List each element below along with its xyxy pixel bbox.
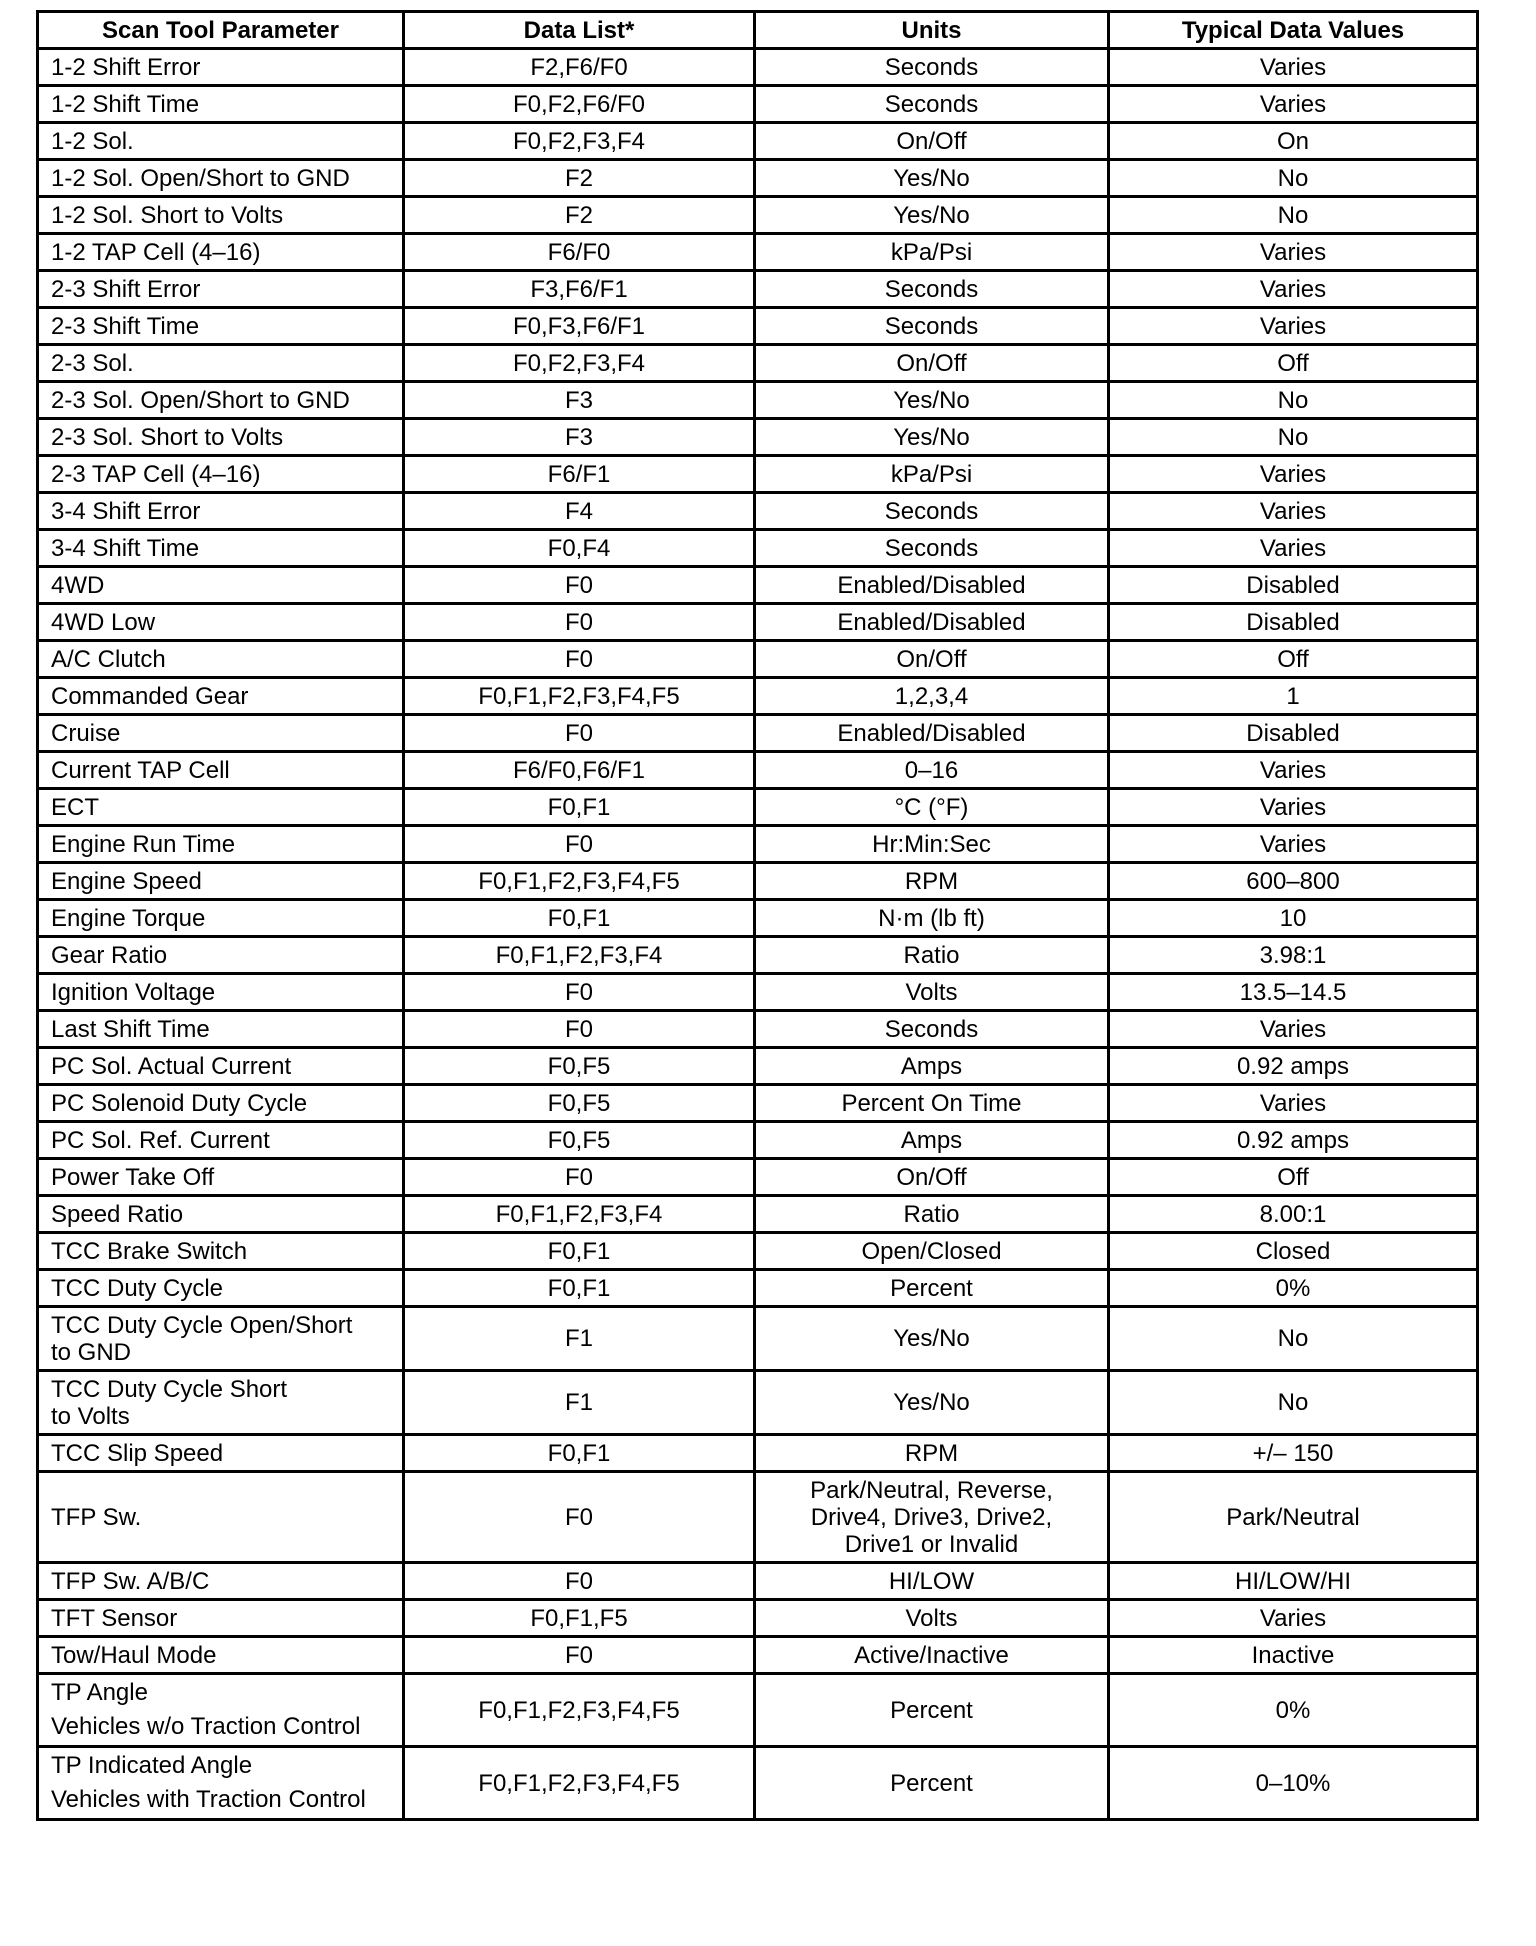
table-body [38,49,1478,1820]
typical-value-cell: No [1109,419,1478,456]
typical-value-cell: 0–10% [1109,1747,1478,1820]
table-row [38,1085,1478,1122]
table-row [38,1747,1478,1820]
units-cell: On/Off [755,641,1109,678]
units-cell: Seconds [755,86,1109,123]
units-cell: Percent [755,1270,1109,1307]
typical-value-cell: Disabled [1109,715,1478,752]
data-list-cell: F0,F5 [404,1048,755,1085]
param-cell: 1-2 Sol. Short to Volts [38,197,404,234]
table-row [38,1270,1478,1307]
param-cell: 4WD [38,567,404,604]
param-cell: 1-2 Sol. [38,123,404,160]
units-cell: Yes/No [755,160,1109,197]
data-list-cell: F0,F1,F2,F3,F4,F5 [404,863,755,900]
units-cell: Seconds [755,308,1109,345]
units-cell: 0–16 [755,752,1109,789]
table-row [38,900,1478,937]
units-cell: N·m (lb ft) [755,900,1109,937]
table-row [38,937,1478,974]
data-list-cell: F0,F2,F6/F0 [404,86,755,123]
table-row [38,1233,1478,1270]
table-row [38,715,1478,752]
param-cell: PC Solenoid Duty Cycle [38,1085,404,1122]
param-cell: TCC Brake Switch [38,1233,404,1270]
typical-value-cell: On [1109,123,1478,160]
units-cell: Enabled/Disabled [755,567,1109,604]
typical-value-cell: Varies [1109,789,1478,826]
table-row [38,974,1478,1011]
typical-value-cell: Varies [1109,308,1478,345]
typical-value-cell: +/– 150 [1109,1435,1478,1472]
data-list-cell: F3,F6/F1 [404,271,755,308]
units-cell: HI/LOW [755,1563,1109,1600]
table-row [38,567,1478,604]
param-cell: TFT Sensor [38,1600,404,1637]
table-row [38,1048,1478,1085]
typical-value-cell: Varies [1109,493,1478,530]
table-row [38,1600,1478,1637]
units-cell: Percent [755,1674,1109,1747]
data-list-cell: F0 [404,826,755,863]
typical-value-cell: 1 [1109,678,1478,715]
data-list-cell: F0,F1 [404,1435,755,1472]
param-cell: Engine Speed [38,863,404,900]
table-row [38,1435,1478,1472]
data-list-cell: F0,F5 [404,1122,755,1159]
data-list-cell: F0,F1,F2,F3,F4,F5 [404,1674,755,1747]
param-cell: 3-4 Shift Time [38,530,404,567]
data-list-cell: F0,F5 [404,1085,755,1122]
units-cell: Hr:Min:Sec [755,826,1109,863]
param-cell: PC Sol. Ref. Current [38,1122,404,1159]
typical-value-cell: Varies [1109,1600,1478,1637]
param-cell: TP Angle Vehicles w/o Traction Control [38,1674,404,1747]
typical-value-cell: Varies [1109,1085,1478,1122]
table-row [38,419,1478,456]
units-cell: kPa/Psi [755,234,1109,271]
units-cell: Seconds [755,49,1109,86]
data-list-cell: F0,F1,F5 [404,1600,755,1637]
table-row [38,456,1478,493]
units-cell: Yes/No [755,419,1109,456]
data-list-cell: F0 [404,1472,755,1563]
typical-value-cell: 10 [1109,900,1478,937]
table-row [38,641,1478,678]
table-row [38,678,1478,715]
typical-value-cell: Varies [1109,826,1478,863]
param-cell: 2-3 Sol. Short to Volts [38,419,404,456]
param-cell: Engine Run Time [38,826,404,863]
param-cell: 2-3 TAP Cell (4–16) [38,456,404,493]
units-cell: Open/Closed [755,1233,1109,1270]
data-list-cell: F0,F1 [404,1233,755,1270]
param-cell: TFP Sw. [38,1472,404,1563]
units-cell: Yes/No [755,382,1109,419]
table-row [38,234,1478,271]
param-cell: Cruise [38,715,404,752]
data-list-cell: F1 [404,1307,755,1371]
typical-value-cell: 3.98:1 [1109,937,1478,974]
param-cell: Commanded Gear [38,678,404,715]
typical-value-cell: Varies [1109,1011,1478,1048]
header-typical-data-values: Typical Data Values [1109,12,1478,49]
data-list-cell: F0 [404,641,755,678]
units-cell: Ratio [755,1196,1109,1233]
table-row [38,826,1478,863]
units-cell: Enabled/Disabled [755,604,1109,641]
typical-value-cell: Closed [1109,1233,1478,1270]
typical-value-cell: Varies [1109,752,1478,789]
typical-value-cell: Varies [1109,530,1478,567]
data-list-cell: F2,F6/F0 [404,49,755,86]
table-row [38,160,1478,197]
data-list-cell: F3 [404,382,755,419]
param-cell: Power Take Off [38,1159,404,1196]
typical-value-cell: 8.00:1 [1109,1196,1478,1233]
units-cell: Seconds [755,1011,1109,1048]
header-units: Units [755,12,1109,49]
table-row [38,863,1478,900]
typical-value-cell: No [1109,197,1478,234]
table-row [38,1307,1478,1371]
typical-value-cell: Varies [1109,234,1478,271]
units-cell: Seconds [755,271,1109,308]
data-list-cell: F0,F2,F3,F4 [404,123,755,160]
table-row [38,271,1478,308]
units-cell: Amps [755,1048,1109,1085]
header-data-list: Data List* [404,12,755,49]
typical-value-cell: Varies [1109,49,1478,86]
table-row [38,86,1478,123]
data-list-cell: F2 [404,160,755,197]
units-cell: Yes/No [755,197,1109,234]
typical-value-cell: 0% [1109,1674,1478,1747]
units-cell: Percent On Time [755,1085,1109,1122]
table-row [38,752,1478,789]
table-row [38,789,1478,826]
data-list-cell: F0,F1,F2,F3,F4,F5 [404,678,755,715]
units-cell: On/Off [755,345,1109,382]
typical-value-cell: Inactive [1109,1637,1478,1674]
units-cell: Seconds [755,493,1109,530]
units-cell: Ratio [755,937,1109,974]
param-cell: TCC Slip Speed [38,1435,404,1472]
units-cell: Percent [755,1747,1109,1820]
units-cell: Yes/No [755,1371,1109,1435]
param-cell: TFP Sw. A/B/C [38,1563,404,1600]
table-row [38,1371,1478,1435]
param-cell: A/C Clutch [38,641,404,678]
param-cell: Ignition Voltage [38,974,404,1011]
table-row [38,493,1478,530]
table-row [38,345,1478,382]
param-cell: 1-2 Shift Time [38,86,404,123]
data-list-cell: F0,F1,F2,F3,F4 [404,1196,755,1233]
param-cell: PC Sol. Actual Current [38,1048,404,1085]
param-cell: TCC Duty Cycle [38,1270,404,1307]
data-list-cell: F1 [404,1371,755,1435]
table-row [38,1674,1478,1747]
data-list-cell: F0 [404,1563,755,1600]
param-cell: Last Shift Time [38,1011,404,1048]
table-row [38,382,1478,419]
data-list-cell: F0,F3,F6/F1 [404,308,755,345]
typical-value-cell: No [1109,1307,1478,1371]
typical-value-cell: Off [1109,641,1478,678]
units-cell: On/Off [755,123,1109,160]
param-cell: 2-3 Sol. Open/Short to GND [38,382,404,419]
param-cell: 1-2 Shift Error [38,49,404,86]
param-cell: 4WD Low [38,604,404,641]
data-list-cell: F6/F0,F6/F1 [404,752,755,789]
param-cell: 2-3 Sol. [38,345,404,382]
typical-value-cell: Park/Neutral [1109,1472,1478,1563]
param-cell: Engine Torque [38,900,404,937]
typical-value-cell: Varies [1109,271,1478,308]
scan-tool-parameter-table [36,10,1479,1821]
data-list-cell: F0,F1,F2,F3,F4,F5 [404,1747,755,1820]
data-list-cell: F0 [404,974,755,1011]
typical-value-cell: Disabled [1109,567,1478,604]
typical-value-cell: Varies [1109,86,1478,123]
data-list-cell: F0,F1 [404,1270,755,1307]
table-row [38,604,1478,641]
table-row [38,197,1478,234]
data-list-cell: F0 [404,1011,755,1048]
typical-value-cell: No [1109,160,1478,197]
data-list-cell: F0,F4 [404,530,755,567]
units-cell: Active/Inactive [755,1637,1109,1674]
param-cell: Tow/Haul Mode [38,1637,404,1674]
param-cell: Speed Ratio [38,1196,404,1233]
table-row [38,1122,1478,1159]
param-cell: 1-2 Sol. Open/Short to GND [38,160,404,197]
typical-value-cell: 13.5–14.5 [1109,974,1478,1011]
data-list-cell: F0 [404,604,755,641]
typical-value-cell: No [1109,382,1478,419]
data-list-cell: F0,F1 [404,789,755,826]
units-cell: Amps [755,1122,1109,1159]
data-list-cell: F2 [404,197,755,234]
units-cell: Yes/No [755,1307,1109,1371]
typical-value-cell: 0.92 amps [1109,1122,1478,1159]
units-cell: Volts [755,1600,1109,1637]
data-list-cell: F3 [404,419,755,456]
units-cell: kPa/Psi [755,456,1109,493]
typical-value-cell: Disabled [1109,604,1478,641]
units-cell: Park/Neutral, Reverse, Drive4, Drive3, Drive2, Drive1 or Invalid [755,1472,1109,1563]
table-row [38,530,1478,567]
units-cell: On/Off [755,1159,1109,1196]
table-row [38,308,1478,345]
typical-value-cell: Off [1109,345,1478,382]
units-cell: Volts [755,974,1109,1011]
typical-value-cell: 0% [1109,1270,1478,1307]
units-cell: RPM [755,1435,1109,1472]
param-cell: TCC Duty Cycle Open/Short to GND [38,1307,404,1371]
typical-value-cell: Off [1109,1159,1478,1196]
param-cell: 1-2 TAP Cell (4–16) [38,234,404,271]
units-cell: °C (°F) [755,789,1109,826]
typical-value-cell: 0.92 amps [1109,1048,1478,1085]
data-list-cell: F0,F1,F2,F3,F4 [404,937,755,974]
table-row [38,1472,1478,1563]
units-cell: RPM [755,863,1109,900]
data-list-cell: F6/F0 [404,234,755,271]
units-cell: Enabled/Disabled [755,715,1109,752]
table-row [38,1563,1478,1600]
header-scan-tool-parameter: Scan Tool Parameter [38,12,404,49]
data-list-cell: F0 [404,1637,755,1674]
data-list-cell: F0,F2,F3,F4 [404,345,755,382]
param-cell: 2-3 Shift Time [38,308,404,345]
table-header-row [38,12,1478,49]
table-row [38,49,1478,86]
data-list-cell: F0 [404,715,755,752]
typical-value-cell: 600–800 [1109,863,1478,900]
table-row [38,1159,1478,1196]
param-cell: Gear Ratio [38,937,404,974]
table-row [38,1011,1478,1048]
units-cell: Seconds [755,530,1109,567]
table-row [38,1196,1478,1233]
typical-value-cell: Varies [1109,456,1478,493]
table-row [38,123,1478,160]
data-list-cell: F6/F1 [404,456,755,493]
param-cell: 2-3 Shift Error [38,271,404,308]
param-cell: ECT [38,789,404,826]
typical-value-cell: HI/LOW/HI [1109,1563,1478,1600]
data-list-cell: F0,F1 [404,900,755,937]
param-cell: 3-4 Shift Error [38,493,404,530]
units-cell: 1,2,3,4 [755,678,1109,715]
param-cell: TCC Duty Cycle Short to Volts [38,1371,404,1435]
typical-value-cell: No [1109,1371,1478,1435]
table-row [38,1637,1478,1674]
param-cell: TP Indicated Angle Vehicles with Traction Control [38,1747,404,1820]
data-list-cell: F4 [404,493,755,530]
param-cell: Current TAP Cell [38,752,404,789]
data-list-cell: F0 [404,567,755,604]
data-list-cell: F0 [404,1159,755,1196]
